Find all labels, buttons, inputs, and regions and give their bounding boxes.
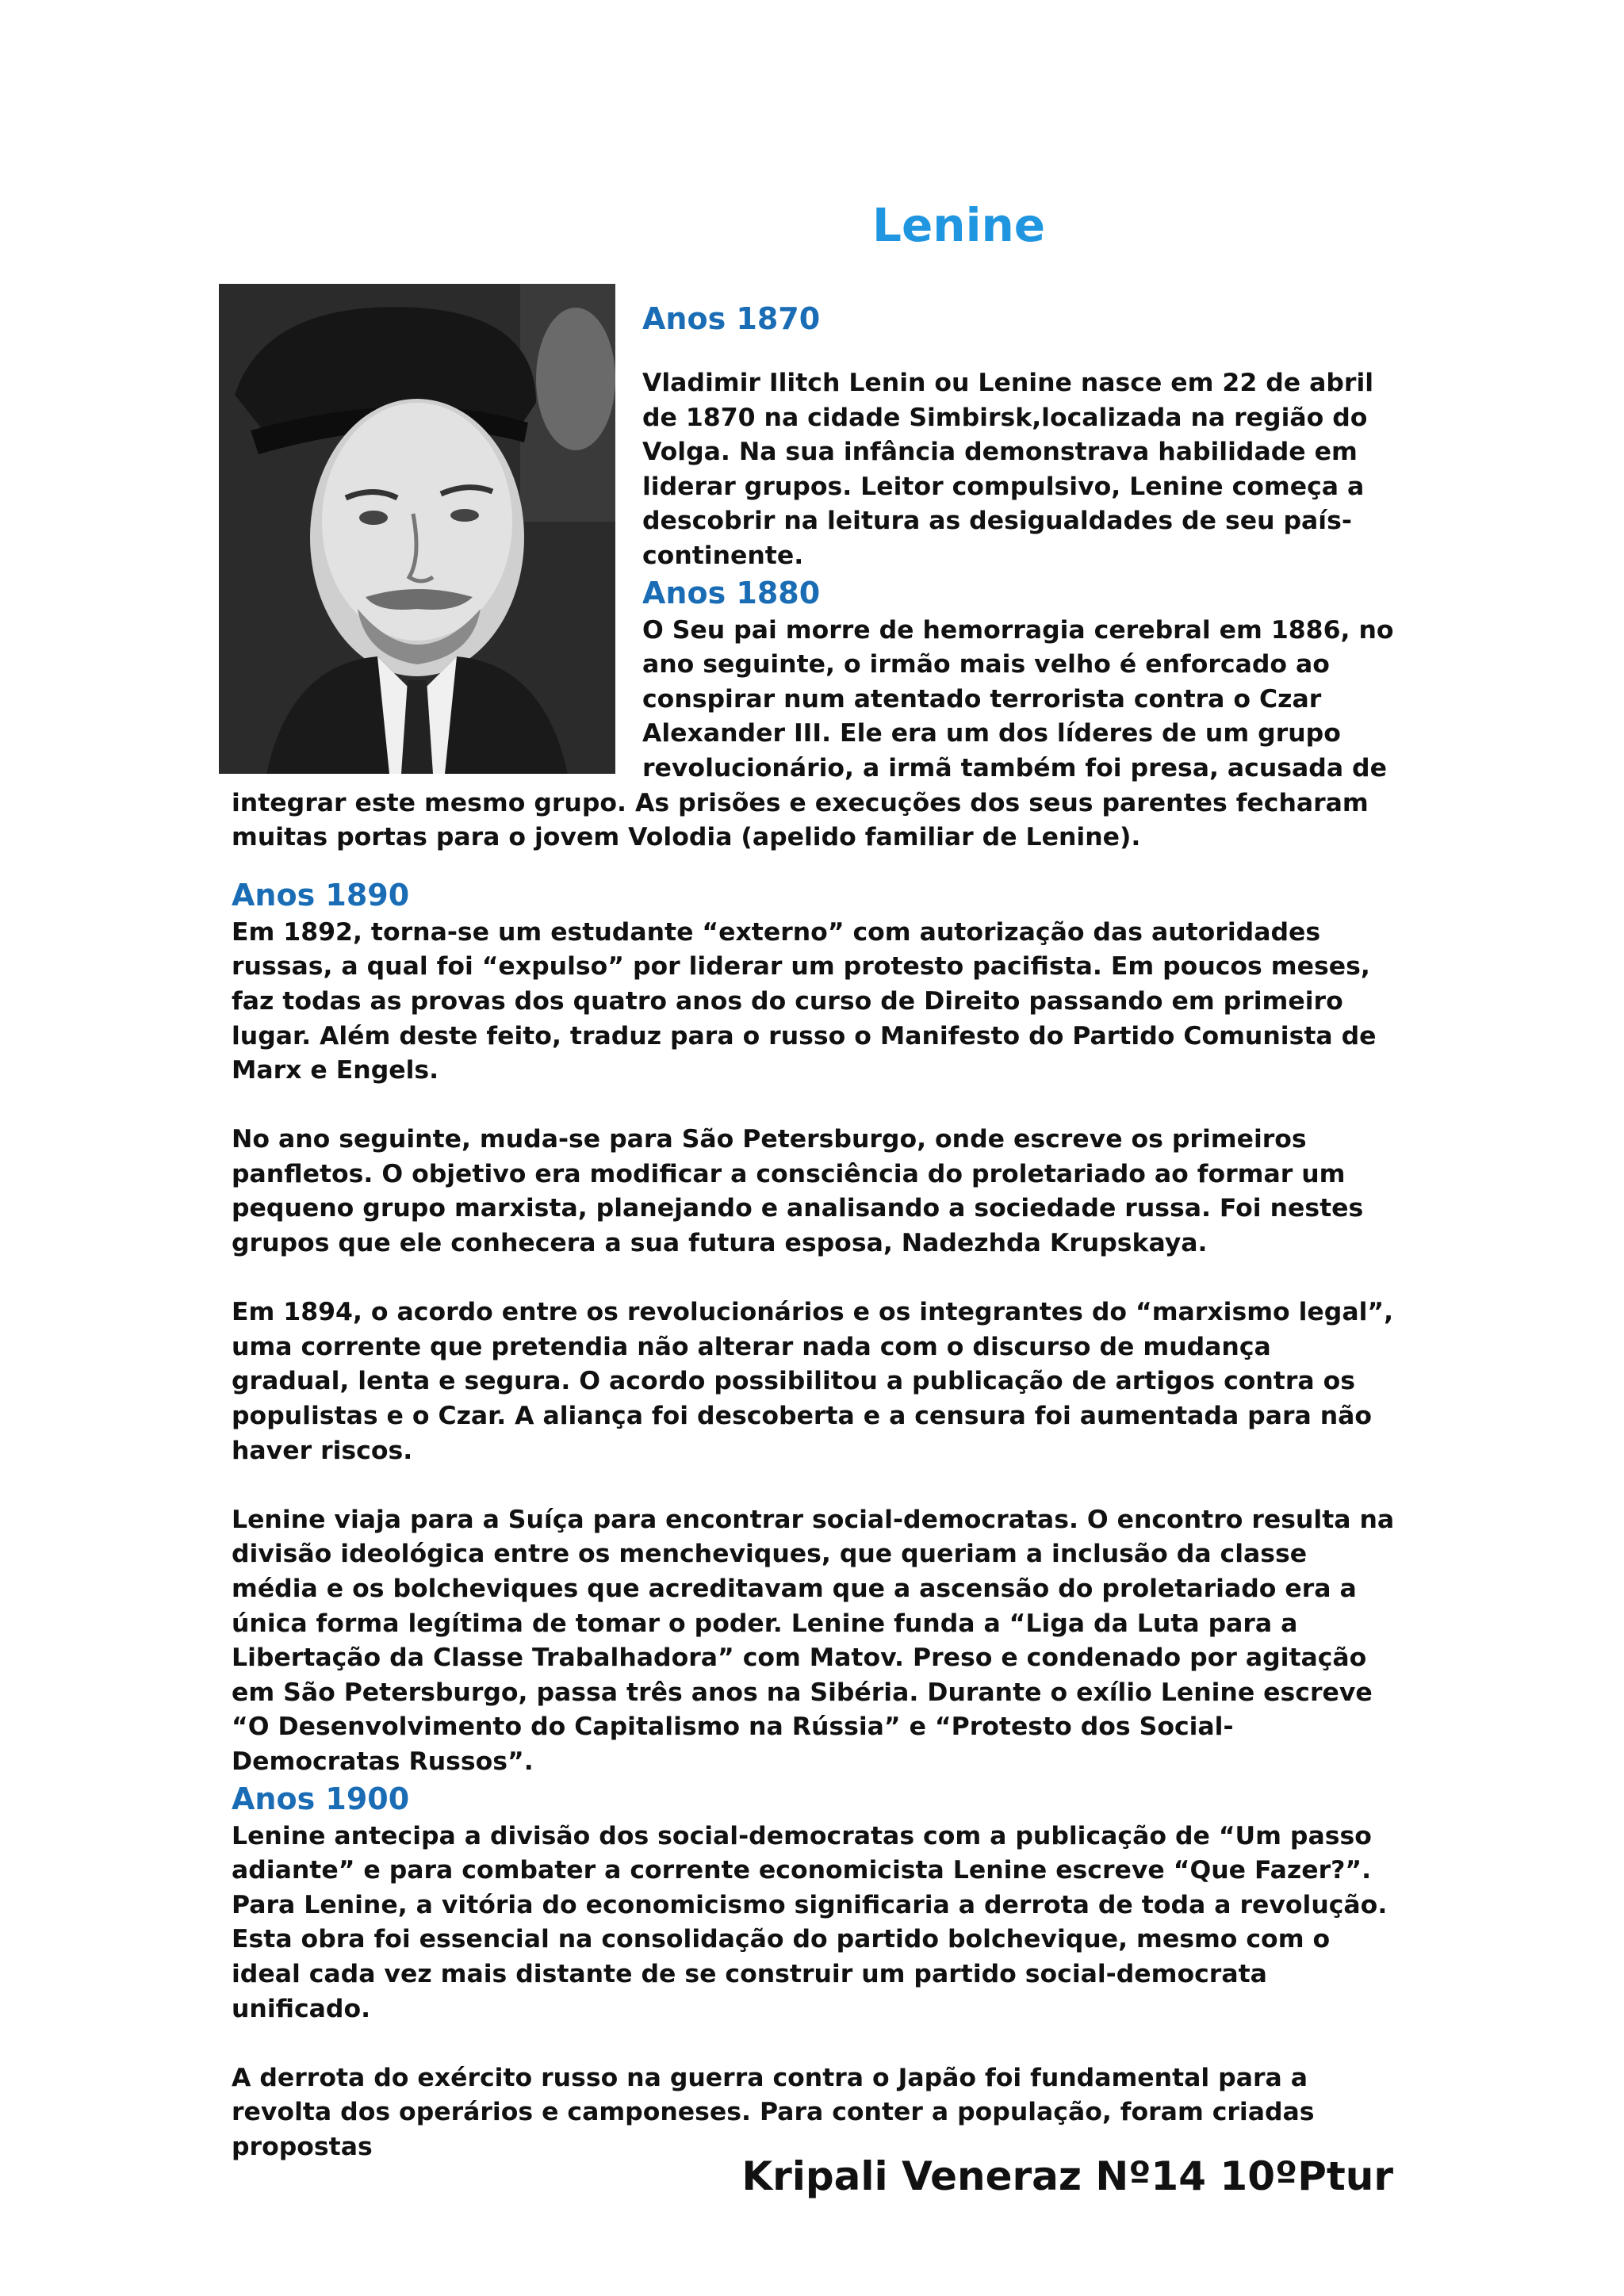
author-footer: Kripali Veneraz Nº14 10ºPtur — [741, 2153, 1393, 2199]
paragraph-1890-4: Lenine viaja para a Suíça para encontrar social-democratas. O encontro resulta na divisão ideológica entre os mencheviques, que queriam a inclusão da classe média e os bolcheviques que acreditavam que a ascensão do proletariado era a única forma legítima de tomar o poder. Lenine funda a “Liga da Luta para a Libertação da Classe Trabalhadora” com Matov. Preso e condenado por agitação em São Petersburgo, passa três anos na Sibéria. Durante o exílio Lenine escreve “O Desenvolvimento do Capitalismo na Rússia” e “Protesto dos Social-Democratas Russos”. — [232, 1505, 1395, 1776]
portrait-illustration — [219, 284, 615, 774]
section-heading-1880: Anos 1880 — [642, 575, 821, 610]
paragraph-1870: Vladimir Ilitch Lenin ou Lenine nasce em 22 de abril de 1870 na cidade Simbirsk,localizada na região do Volga. Na sua infância demonstrava habilidade em liderar grupos. Leitor compulsivo, Lenine começa a descobrir na leitura as desigualdades de seu país-continente. — [642, 369, 1374, 570]
paragraph-1880: O Seu pai morre de hemorragia cerebral em 1886, no ano seguinte, o irmão mais velho é enforcado ao conspirar num atentado terrorista contra o Czar Alexander III. Ele era um dos líderes de um grupo revolucionário, a irmã também foi presa, acusada de integrar este mesmo grupo. As prisões e execuções dos seus parentes fecharam muitas portas para o jovem Volodia (apelido familiar de Lenine). — [232, 615, 1394, 852]
paragraph-1890-1: Em 1892, torna-se um estudante “externo” com autorização das autoridades russas, a qual foi “expulso” por liderar um protesto pacifista. Em poucos meses, faz todas as provas dos quatro anos do curso de Direito passando em primeiro lugar. Além deste feito, traduz para o russo o Manifesto do Partido Comunista de Marx e Engels. — [232, 917, 1377, 1085]
document-body — [232, 284, 1397, 2165]
paragraph-1900-1: Lenine antecipa a divisão dos social-democratas com a publicação de “Um passo adiante” e para combater a corrente economicista Lenine escreve “Que Fazer?”. Para Lenine, a vitória do economicismo significaria a derrota de toda a revolução. Esta obra foi essencial na consolidação do partido bolchevique, mesmo com o ideal cada vez mais distante de se construir um partido social-democrata unificado. — [232, 1821, 1388, 2023]
lenin-portrait-photo — [219, 284, 615, 774]
document-title: Lenine — [872, 198, 1046, 252]
paragraph-1890-3: Em 1894, o acordo entre os revolucionários e os integrantes do “marxismo legal”, uma corrente que pretendia não alterar nada com o discurso de mudança gradual, lenta e segura. O acordo possibilitou a publicação de artigos contra os populistas e o Czar. A aliança foi descoberta e a censura foi aumentada para não haver riscos. — [232, 1298, 1394, 1465]
section-heading-1890: Anos 1890 — [232, 877, 410, 913]
paragraph-1900-2: A derrota do exército russo na guerra contra o Japão foi fundamental para a revolta dos operários e camponeses. Para conter a população, foram criadas propostas — [232, 2063, 1315, 2161]
section-heading-1900: Anos 1900 — [232, 1781, 410, 1816]
paragraph-1890-2: No ano seguinte, muda-se para São Petersburgo, onde escreve os primeiros panfletos. O objetivo era modificar a consciência do proletariado ao formar um pequeno grupo marxista, planejando e analisando a sociedade russa. Foi nestes grupos que ele conhecera a sua futura esposa, Nadezhda Krupskaya. — [232, 1125, 1364, 1258]
section-heading-1870: Anos 1870 — [642, 301, 821, 336]
